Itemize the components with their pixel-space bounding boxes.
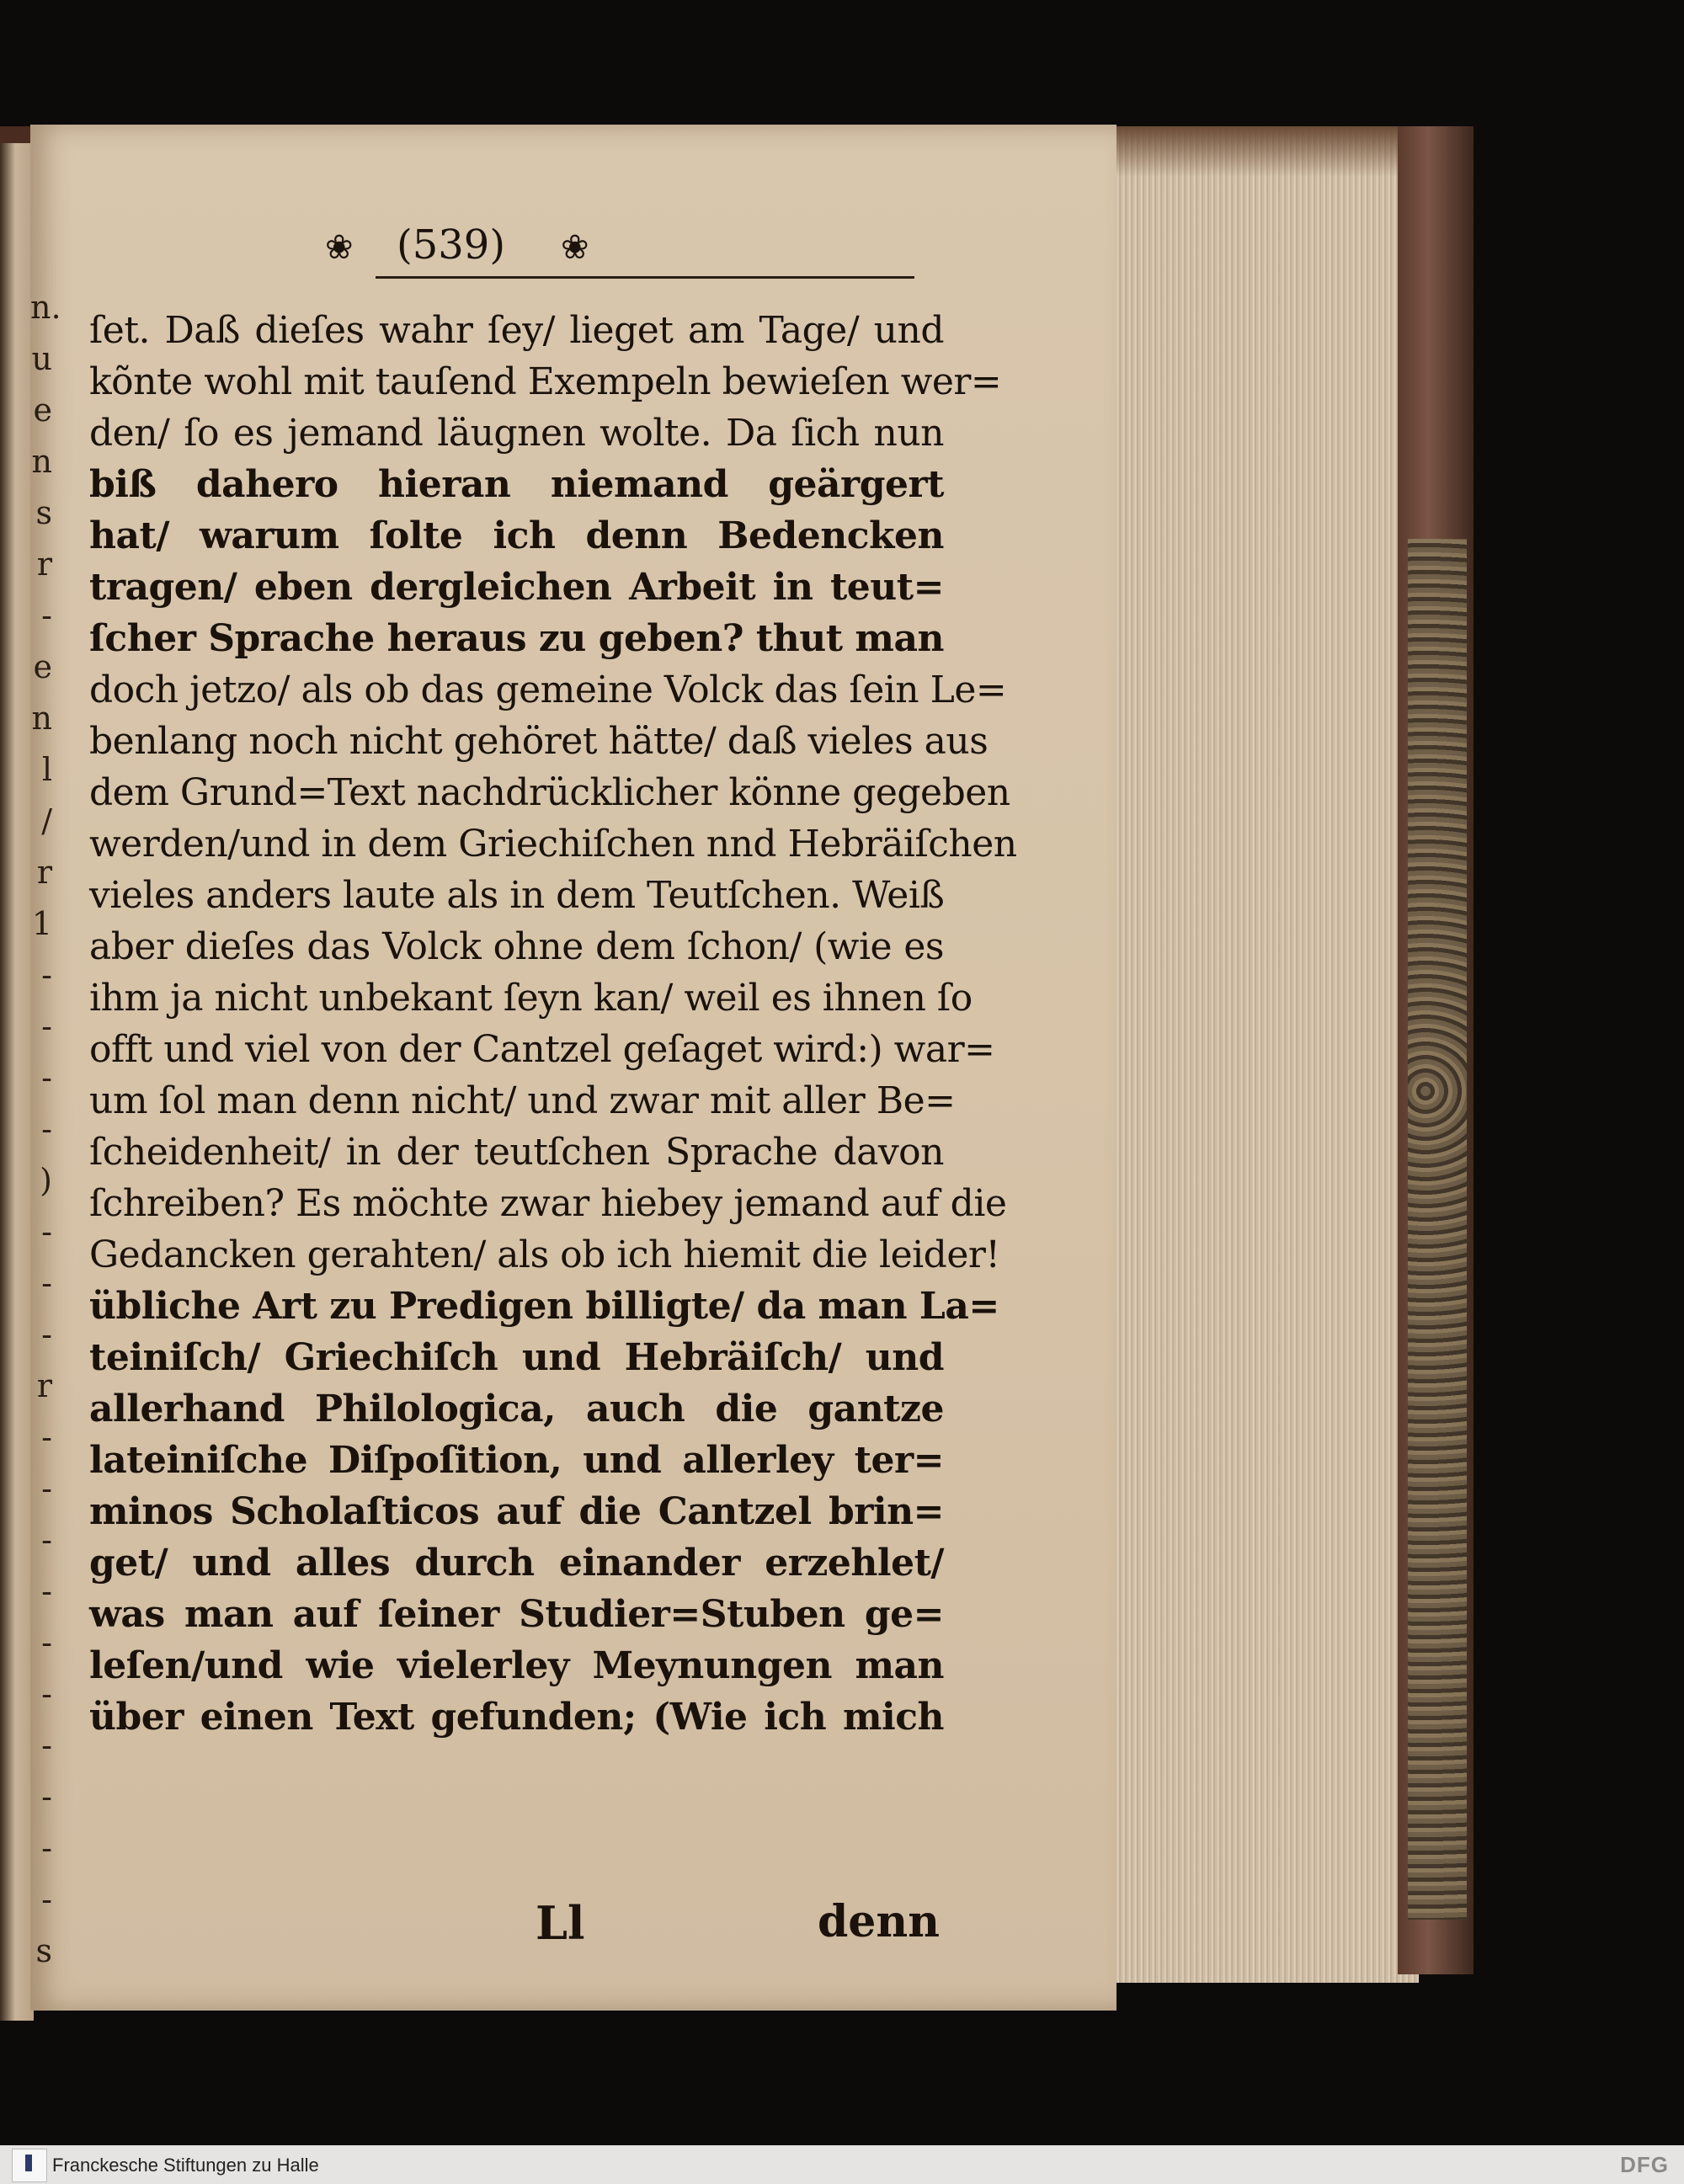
text-line: hat/ warum ſolte ich denn Bedencken bbox=[89, 514, 944, 557]
text-line: übliche Art zu Predigen billigte/ da man La= bbox=[89, 1285, 999, 1328]
text-line: minos Scholaſticos auf die Cantzel brin= bbox=[89, 1490, 944, 1533]
gutter-char: - bbox=[41, 1316, 52, 1353]
gutter-char: e bbox=[33, 392, 52, 429]
text-line: Gedancken gerahten/ als ob ich hiemit die leider! bbox=[89, 1233, 1000, 1276]
gutter-char: - bbox=[41, 1470, 52, 1507]
gutter-char: - bbox=[41, 1521, 52, 1558]
gutter-char: n bbox=[31, 700, 52, 737]
gutter-char: / bbox=[41, 802, 52, 839]
page-header bbox=[283, 221, 704, 280]
gutter-char: - bbox=[41, 597, 52, 634]
text-line: was man auf ſeiner Studier=Stuben ge= bbox=[89, 1593, 944, 1636]
text-line: doch jetzo/ als ob das gemeine Volck das ſein Le= bbox=[89, 669, 1007, 711]
text-line: lateiniſche Diſpoſition, und allerley ter= bbox=[89, 1439, 944, 1482]
gutter-char: s bbox=[35, 494, 52, 531]
text-line: den/ ſo es jemand läugnen wolte. Da ſich nun bbox=[89, 412, 944, 455]
book-page bbox=[30, 125, 1116, 2011]
text-line: über einen Text gefunden; (Wie ich mich bbox=[89, 1696, 944, 1739]
dfg-logo: DFG bbox=[1620, 2152, 1669, 2177]
gutter-char: u bbox=[31, 340, 52, 377]
text-line: ſcher Sprache heraus zu geben? thut man bbox=[89, 617, 944, 660]
gutter-char: - bbox=[41, 1778, 52, 1815]
gutter-char: - bbox=[41, 956, 52, 993]
gutter-char: ) bbox=[40, 1162, 52, 1199]
gutter-char: - bbox=[41, 1675, 52, 1713]
gutter-char: - bbox=[41, 1111, 52, 1148]
gutter-char: r bbox=[36, 546, 52, 583]
marbled-endpaper bbox=[1408, 539, 1467, 1920]
body-text bbox=[89, 305, 1017, 1743]
text-line: tragen/ eben dergleichen Arbeit in teut= bbox=[89, 566, 944, 609]
text-line: werden/und in dem Griechiſchen nnd Hebräiſchen bbox=[89, 823, 1017, 866]
gutter-char: s bbox=[35, 1932, 52, 1969]
text-line: get/ und alles durch einander erzehlet/ bbox=[89, 1542, 944, 1585]
text-line: allerhand Philologica, auch die gantze bbox=[89, 1388, 944, 1430]
book bbox=[0, 118, 1482, 2012]
header-rule bbox=[376, 276, 914, 279]
text-line: aber dieſes das Volck ohne dem ſchon/ (wie es bbox=[89, 925, 944, 968]
signature-mark: Ll bbox=[536, 1896, 585, 1950]
institution-logo-icon bbox=[12, 2149, 47, 2182]
ornament-left-icon: ❀ bbox=[325, 228, 354, 267]
text-line: ſet. Daß dieſes wahr ſey/ lieget am Tage/ und bbox=[89, 309, 944, 352]
text-line: um ſol man denn nicht/ und zwar mit aller Be= bbox=[89, 1079, 956, 1122]
gutter-char: l bbox=[41, 751, 52, 788]
ornament-right-icon: ❀ bbox=[561, 228, 589, 267]
page-number: (539) bbox=[397, 221, 506, 269]
gutter-char: 1 bbox=[31, 905, 52, 942]
gutter-char: - bbox=[41, 1008, 52, 1045]
page-block-edges bbox=[1086, 126, 1419, 1983]
gutter-char: - bbox=[41, 1727, 52, 1764]
text-line: kõnte wohl mit tauſend Exempeln bewieſen wer= bbox=[89, 360, 1002, 403]
text-line: leſen/und wie vielerley Meynungen man bbox=[89, 1644, 944, 1687]
text-line: dem Grund=Text nachdrücklicher könne gegeben bbox=[89, 771, 1010, 814]
institution-name: Franckesche Stiftungen zu Halle bbox=[52, 2155, 319, 2176]
text-line: biß dahero hieran niemand geärgert bbox=[89, 463, 944, 506]
gutter-char: - bbox=[41, 1265, 52, 1302]
gutter-text bbox=[30, 289, 61, 1984]
left-page-edge bbox=[0, 143, 34, 2021]
gutter-char: - bbox=[41, 1624, 52, 1661]
gutter-char: - bbox=[41, 1830, 52, 1867]
text-line: offt und viel von der Cantzel geſaget wird:) war= bbox=[89, 1028, 995, 1071]
gutter-char: n bbox=[31, 443, 52, 480]
gutter-char: n. bbox=[30, 289, 61, 326]
text-line: teiniſch/ Griechiſch und Hebräiſch/ und bbox=[89, 1336, 944, 1379]
viewer-footer bbox=[0, 2145, 1684, 2184]
text-line: ihm ja nicht unbekant ſeyn kan/ weil es ihnen ſo bbox=[89, 977, 973, 1020]
footer-line bbox=[89, 1896, 940, 1950]
gutter-char: - bbox=[41, 1419, 52, 1456]
catchword: denn bbox=[817, 1896, 940, 1947]
gutter-char: - bbox=[41, 1573, 52, 1610]
text-line: ſcheidenheit/ in der teutſchen Sprache davon bbox=[89, 1131, 944, 1174]
gutter-char: r bbox=[36, 1367, 52, 1404]
gutter-char: - bbox=[41, 1881, 52, 1918]
gutter-char: - bbox=[41, 1213, 52, 1250]
text-line: benlang noch nicht gehöret hätte/ daß vieles aus bbox=[89, 720, 989, 763]
gutter-char: r bbox=[36, 854, 52, 891]
text-line: vieles anders laute als in dem Teutſchen. Weiß bbox=[89, 874, 945, 917]
text-line: ſchreiben? Es möchte zwar hiebey jemand auf die bbox=[89, 1182, 1007, 1225]
gutter-char: - bbox=[41, 1059, 52, 1096]
gutter-char: e bbox=[33, 648, 52, 685]
